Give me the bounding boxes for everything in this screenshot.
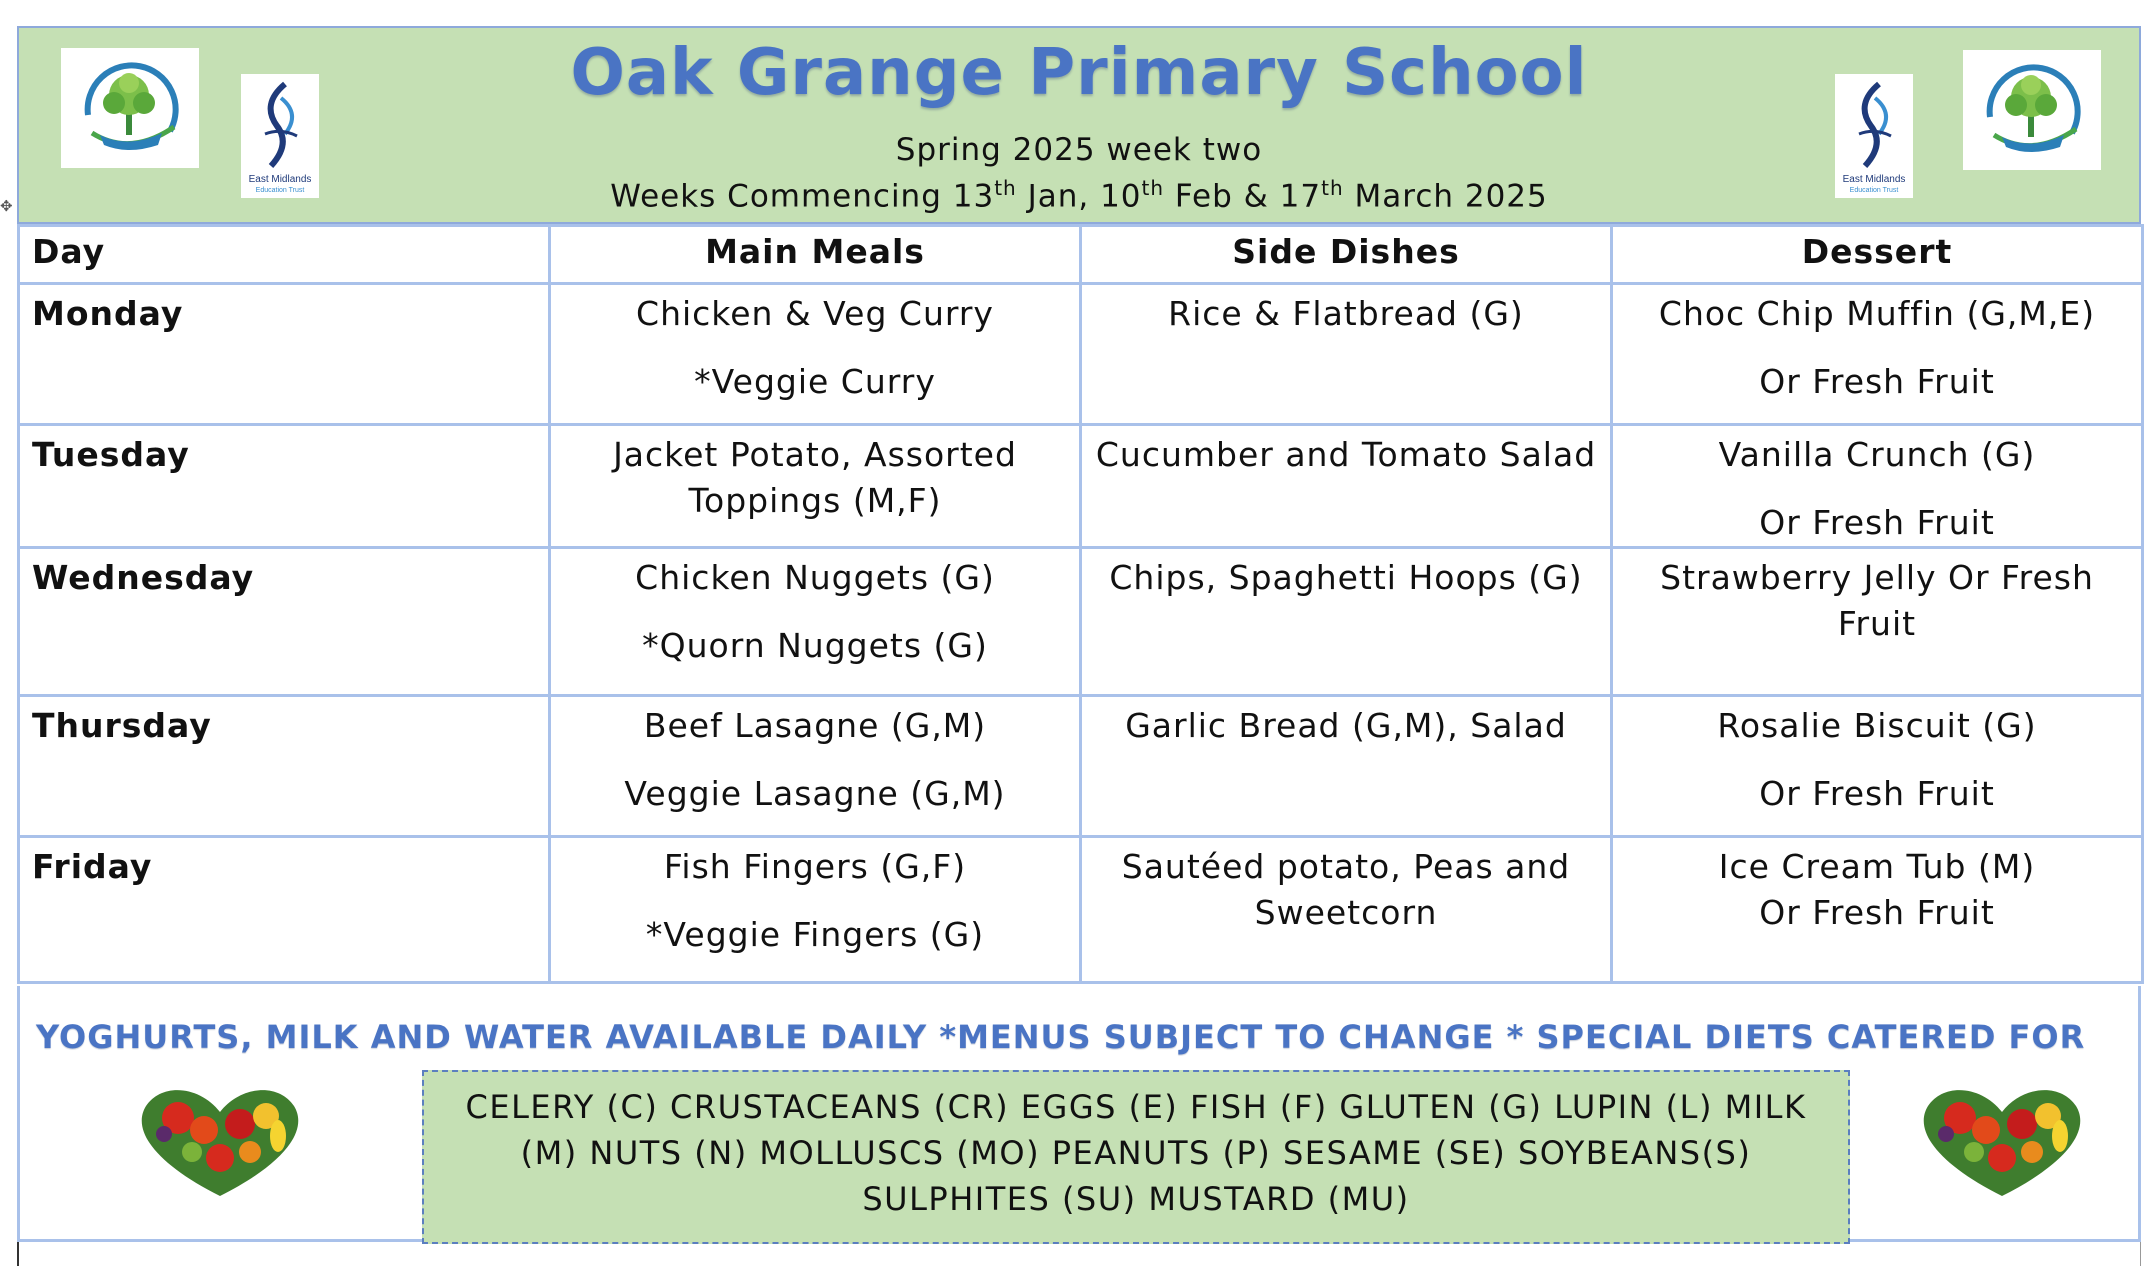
- dessert-cell: [1612, 425, 2143, 548]
- page-title: Oak Grange Primary School: [570, 36, 1588, 110]
- veggie-option: *Quorn Nuggets (G): [642, 626, 988, 665]
- availability-banner: YOGHURTS, MILK AND WATER AVAILABLE DAILY *MENUS SUBJECT TO CHANGE * SPECIAL DIETS CATERED FOR: [36, 1018, 2086, 1056]
- day-cell: Friday: [19, 837, 550, 983]
- day-cell: Wednesday: [19, 548, 550, 696]
- main-meal-continued: Toppings (M,F): [688, 481, 942, 520]
- dessert-cell: [1612, 696, 2143, 837]
- side-dish-cell: Cucumber and Tomato Salad: [1081, 425, 1612, 548]
- menu-table: [17, 224, 2144, 984]
- dessert-cell: Strawberry Jelly Or Fresh Fruit: [1612, 548, 2143, 696]
- svg-text:East Midlands: East Midlands: [1842, 174, 1906, 185]
- allergen-key: CELERY (C) CRUSTACEANS (CR) EGGS (E) FISH (F) GLUTEN (G) LUPIN (L) MILK (M) NUTS (N) MOLLUSCS (MO) PEANUTS (P) SESAME (SE) SOYBEANS(S) SULPHITES (SU) MUSTARD (MU): [422, 1070, 1850, 1244]
- dessert-item: Choc Chip Muffin (G,M,E): [1658, 294, 2096, 333]
- weeks-text: Feb & 17: [1164, 178, 1322, 215]
- side-dish-cell: [1081, 837, 1612, 983]
- column-header-day: Day: [19, 226, 550, 284]
- day-cell: Monday: [19, 284, 550, 425]
- table-row: [19, 284, 2143, 425]
- side-dish-cell: Chips, Spaghetti Hoops (G): [1081, 548, 1612, 696]
- column-header-main-meals: Main Meals: [550, 226, 1081, 284]
- dessert-item: Vanilla Crunch (G): [1718, 435, 2036, 474]
- dessert-alternative: Or Fresh Fruit: [1759, 774, 1995, 813]
- table-row: [19, 425, 2143, 548]
- dessert-cell: [1612, 837, 2143, 983]
- column-header-dessert: Dessert: [1612, 226, 2143, 284]
- veggie-option: Veggie Lasagne (G,M): [624, 774, 1006, 813]
- table-move-handle-icon[interactable]: ✥: [0, 197, 13, 215]
- main-meal: Chicken Nuggets (G): [635, 558, 995, 597]
- main-meal: Fish Fingers (G,F): [663, 847, 967, 886]
- svg-text:East Midlands: East Midlands: [248, 174, 312, 185]
- ordinal-suffix: th: [1141, 176, 1165, 200]
- weeks-text: Weeks Commencing 13: [610, 178, 995, 215]
- svg-text:Education Trust: Education Trust: [255, 187, 305, 194]
- header-banner: [17, 26, 2141, 224]
- day-cell: Thursday: [19, 696, 550, 837]
- main-meal-cell: [550, 696, 1081, 837]
- side-dish-cell: Rice & Flatbread (G): [1081, 284, 1612, 425]
- fruit-heart-image-icon: [100, 1072, 340, 1202]
- ordinal-suffix: th: [1321, 176, 1344, 200]
- main-meal: Jacket Potato, Assorted: [613, 435, 1017, 474]
- dessert-alternative: Or Fresh Fruit: [1759, 893, 1995, 932]
- dessert-alternative: Or Fresh Fruit: [1759, 362, 1995, 401]
- main-meal-cell: [550, 548, 1081, 696]
- dessert-item: Rosalie Biscuit (G): [1717, 706, 2037, 745]
- fruit-heart-image-icon: [1882, 1072, 2122, 1202]
- side-dish: Sautéed potato, Peas and: [1121, 847, 1571, 886]
- day-cell: Tuesday: [19, 425, 550, 548]
- footer-section: [17, 986, 2141, 1242]
- weeks-text: Jan, 10: [1016, 178, 1142, 215]
- main-meal: Chicken & Veg Curry: [636, 294, 994, 333]
- side-dish-cell: Garlic Bread (G,M), Salad: [1081, 696, 1612, 837]
- table-header-row: [19, 226, 2143, 284]
- weeks-text: March 2025: [1343, 178, 1548, 215]
- main-meal-cell: [550, 837, 1081, 983]
- dessert-item: Ice Cream Tub (M): [1718, 847, 2036, 886]
- dessert-cell: [1612, 284, 2143, 425]
- table-row: [19, 837, 2143, 983]
- side-dish-continued: Sweetcorn: [1254, 893, 1438, 932]
- table-row: [19, 696, 2143, 837]
- ordinal-suffix: th: [994, 176, 1017, 200]
- main-meal-cell: [550, 284, 1081, 425]
- main-meal: Beef Lasagne (G,M): [643, 706, 987, 745]
- main-meal-cell: [550, 425, 1081, 548]
- column-header-side-dishes: Side Dishes: [1081, 226, 1612, 284]
- menu-sheet: [17, 26, 2141, 1266]
- dessert-alternative: Or Fresh Fruit: [1759, 503, 1995, 542]
- table-row: [19, 548, 2143, 696]
- document-bottom-edge: [17, 1242, 2141, 1266]
- menu-week-subtitle: Spring 2025 week two: [895, 132, 1263, 168]
- veggie-option: *Veggie Curry: [694, 362, 936, 401]
- weeks-commencing-line: [19, 176, 2139, 214]
- svg-text:Education Trust: Education Trust: [1849, 187, 1899, 194]
- veggie-option: *Veggie Fingers (G): [645, 915, 985, 954]
